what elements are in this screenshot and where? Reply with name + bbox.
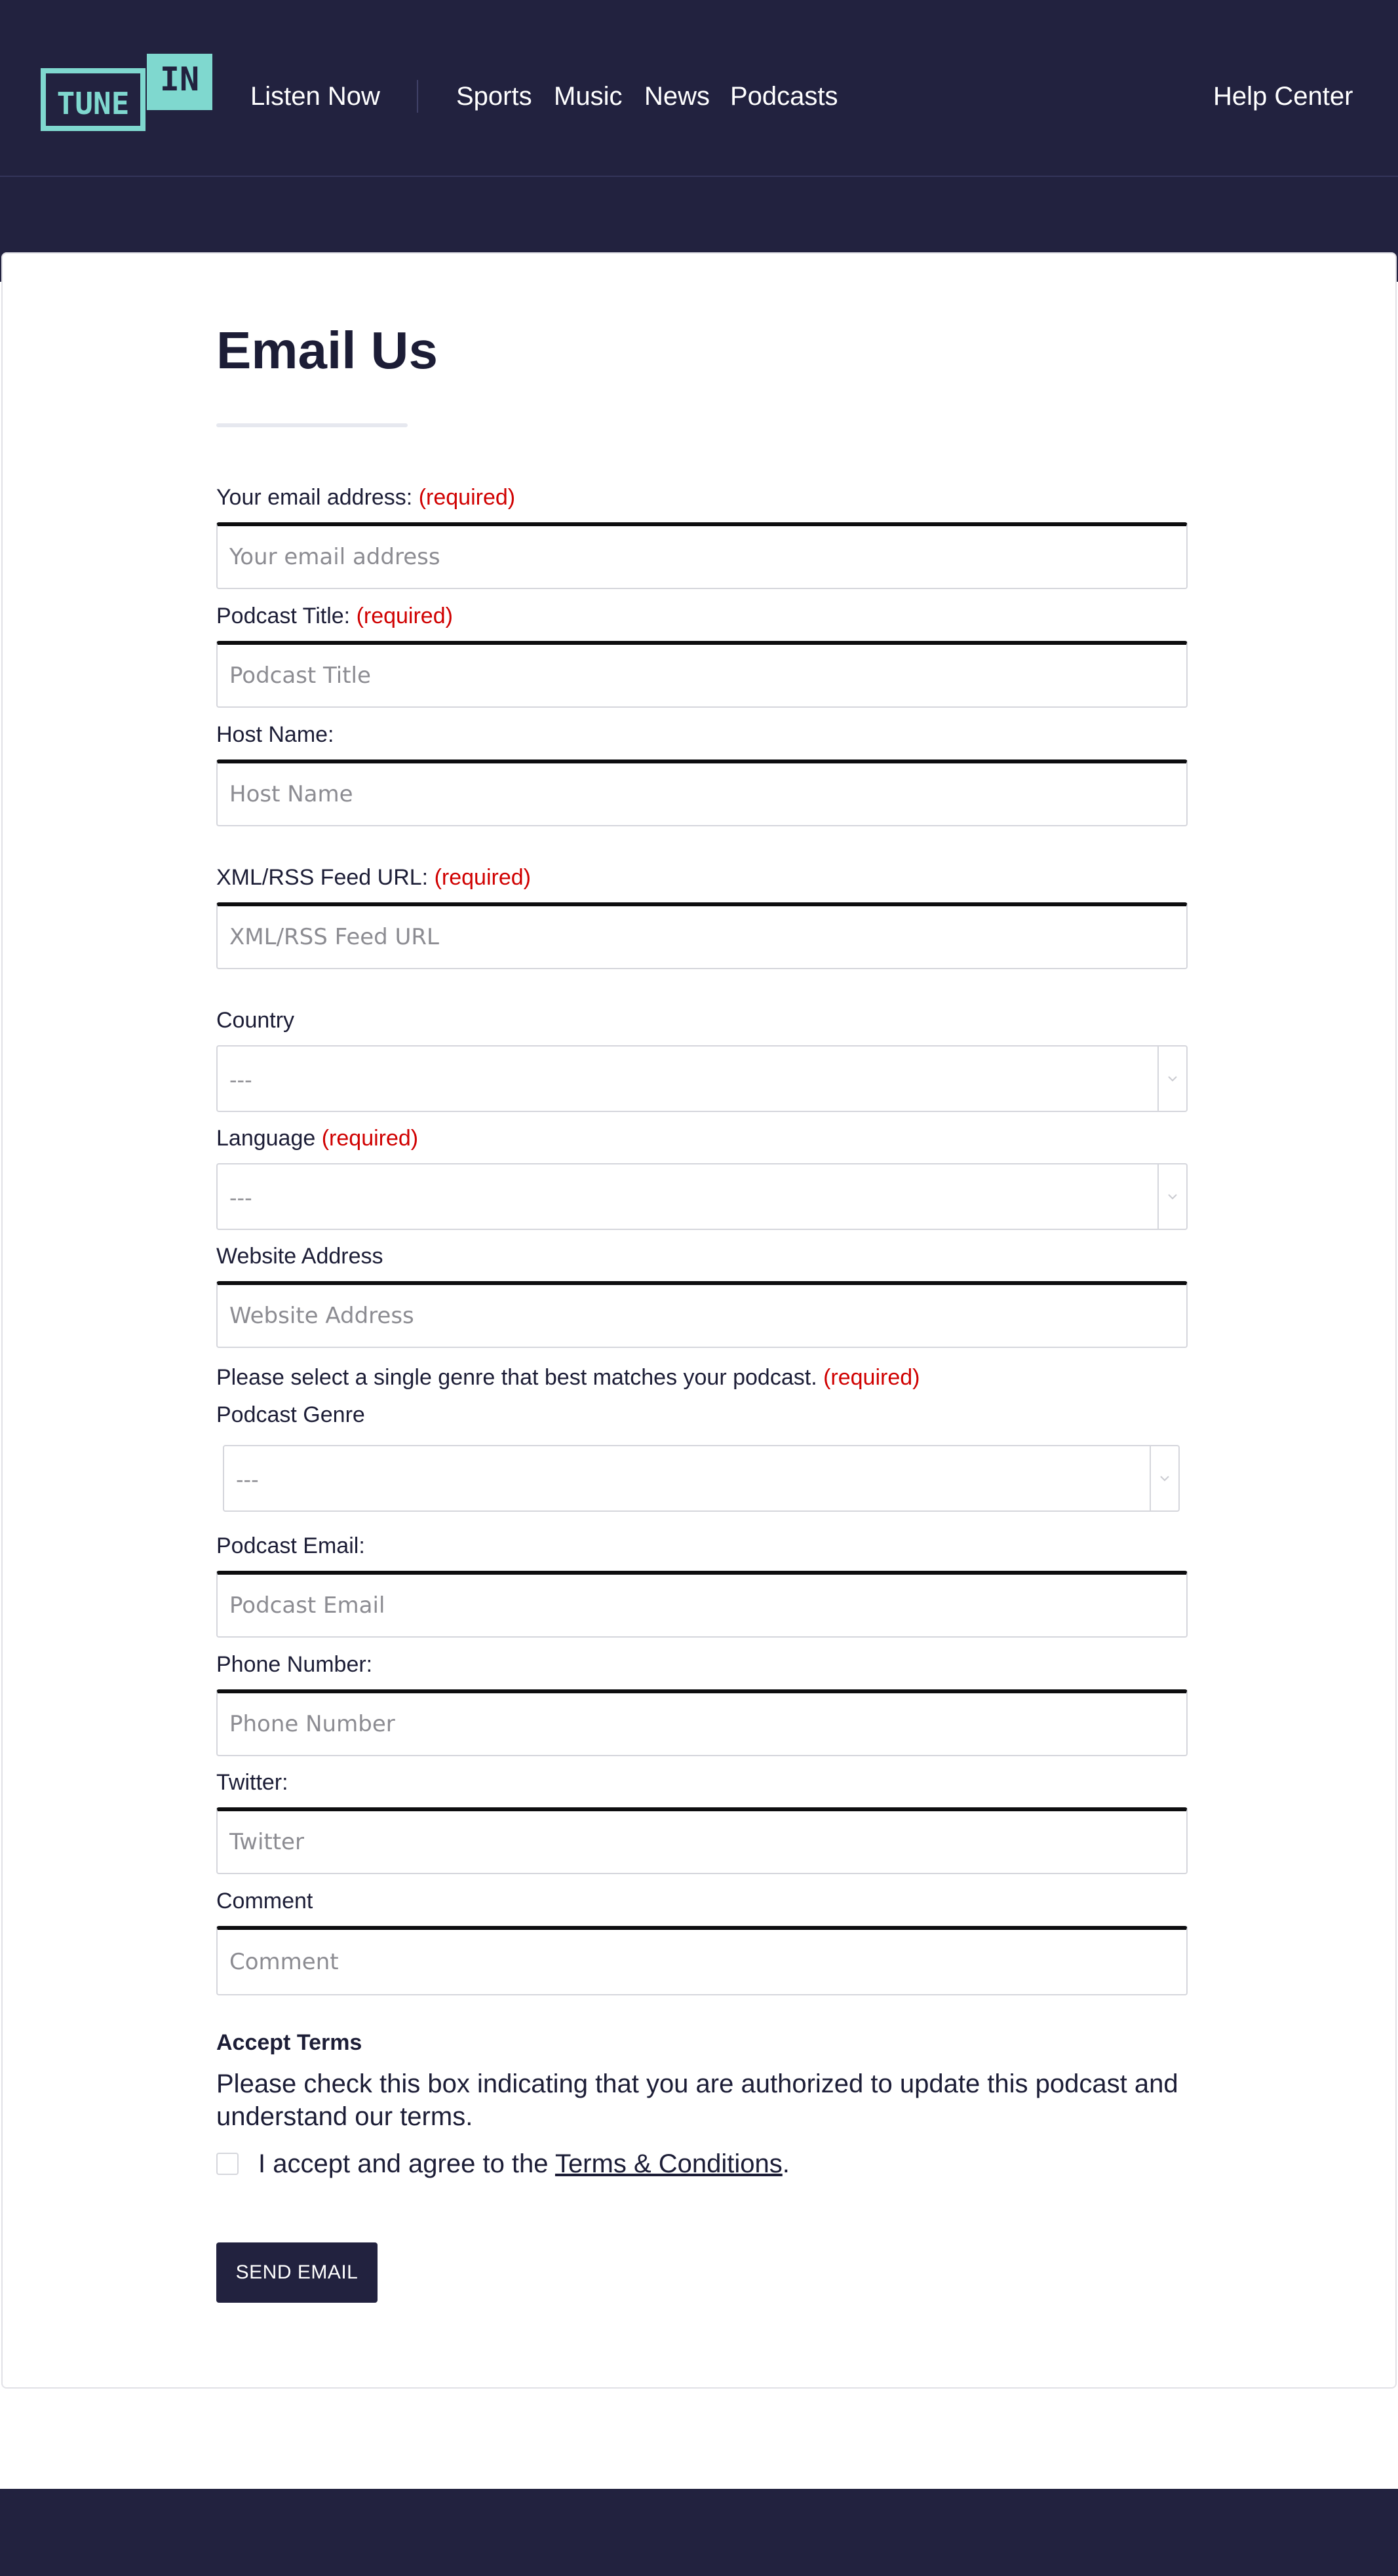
chevron-down-icon — [1150, 1446, 1178, 1510]
svg-text:TUNE: TUNE — [56, 86, 130, 121]
phone-input[interactable] — [216, 1689, 1188, 1756]
comment-input[interactable] — [216, 1926, 1188, 1995]
chevron-down-icon — [1157, 1047, 1186, 1111]
nav-divider — [417, 80, 418, 113]
website-input[interactable] — [216, 1281, 1188, 1348]
email-label: Your email address: (required) — [216, 485, 516, 510]
host-name-label: Host Name: — [216, 722, 334, 747]
language-label: Language (required) — [216, 1126, 419, 1151]
accept-terms-checkbox[interactable] — [216, 2153, 239, 2175]
email-form-card — [1, 252, 1397, 2389]
language-selected-value: --- — [229, 1185, 252, 1210]
genre-label: Podcast Genre — [216, 1402, 365, 1427]
twitter-input[interactable] — [216, 1807, 1188, 1874]
terms-conditions-link[interactable]: Terms & Conditions — [554, 2149, 783, 2178]
podcast-title-input[interactable] — [216, 641, 1188, 708]
rss-url-input[interactable] — [216, 902, 1188, 969]
website-label: Website Address — [216, 1244, 383, 1269]
required-marker: (required) — [418, 485, 516, 510]
page-title: Email Us — [216, 321, 438, 379]
required-marker: (required) — [356, 604, 453, 628]
podcast-email-label: Podcast Email: — [216, 1533, 365, 1558]
country-select[interactable] — [216, 1045, 1188, 1112]
tunein-logo[interactable] — [41, 54, 212, 131]
title-underline — [216, 423, 408, 427]
accept-terms-heading: Accept Terms — [216, 2030, 362, 2055]
nav-podcasts[interactable]: Podcasts — [730, 82, 838, 111]
required-marker: (required) — [434, 865, 531, 890]
site-footer — [0, 2489, 1398, 2576]
rss-url-label: XML/RSS Feed URL: (required) — [216, 865, 531, 890]
terms-description: Please check this box indicating that you are authorized to update this podcast and understand our terms. — [216, 2069, 1178, 2131]
host-name-input[interactable] — [216, 759, 1188, 826]
genre-instruction: Please select a single genre that best matches your podcast. (required) — [216, 1365, 920, 1390]
genre-select[interactable] — [223, 1445, 1180, 1512]
nav-help-center[interactable]: Help Center — [1213, 82, 1353, 111]
country-selected-value: --- — [229, 1067, 252, 1092]
nav-music[interactable]: Music — [554, 82, 623, 111]
site-header — [0, 0, 1398, 177]
genre-selected-value: --- — [236, 1467, 259, 1492]
required-marker: (required) — [823, 1365, 920, 1390]
language-select[interactable] — [216, 1163, 1188, 1230]
required-marker: (required) — [321, 1126, 419, 1151]
accept-terms-label: I accept and agree to the Terms & Conditions. — [258, 2149, 790, 2178]
chevron-down-icon — [1157, 1164, 1186, 1229]
tunein-logo-icon — [41, 54, 212, 131]
svg-text:IN: IN — [159, 60, 200, 98]
nav-news[interactable]: News — [644, 82, 710, 111]
send-email-button[interactable]: SEND EMAIL — [216, 2242, 378, 2303]
phone-label: Phone Number: — [216, 1652, 373, 1677]
email-input[interactable] — [216, 522, 1188, 589]
twitter-label: Twitter: — [216, 1770, 288, 1795]
nav-sports[interactable]: Sports — [456, 82, 532, 111]
podcast-title-label: Podcast Title: (required) — [216, 604, 453, 628]
podcast-email-input[interactable] — [216, 1571, 1188, 1638]
comment-label: Comment — [216, 1889, 313, 1913]
country-label: Country — [216, 1008, 295, 1033]
nav-listen-now[interactable]: Listen Now — [250, 82, 380, 111]
